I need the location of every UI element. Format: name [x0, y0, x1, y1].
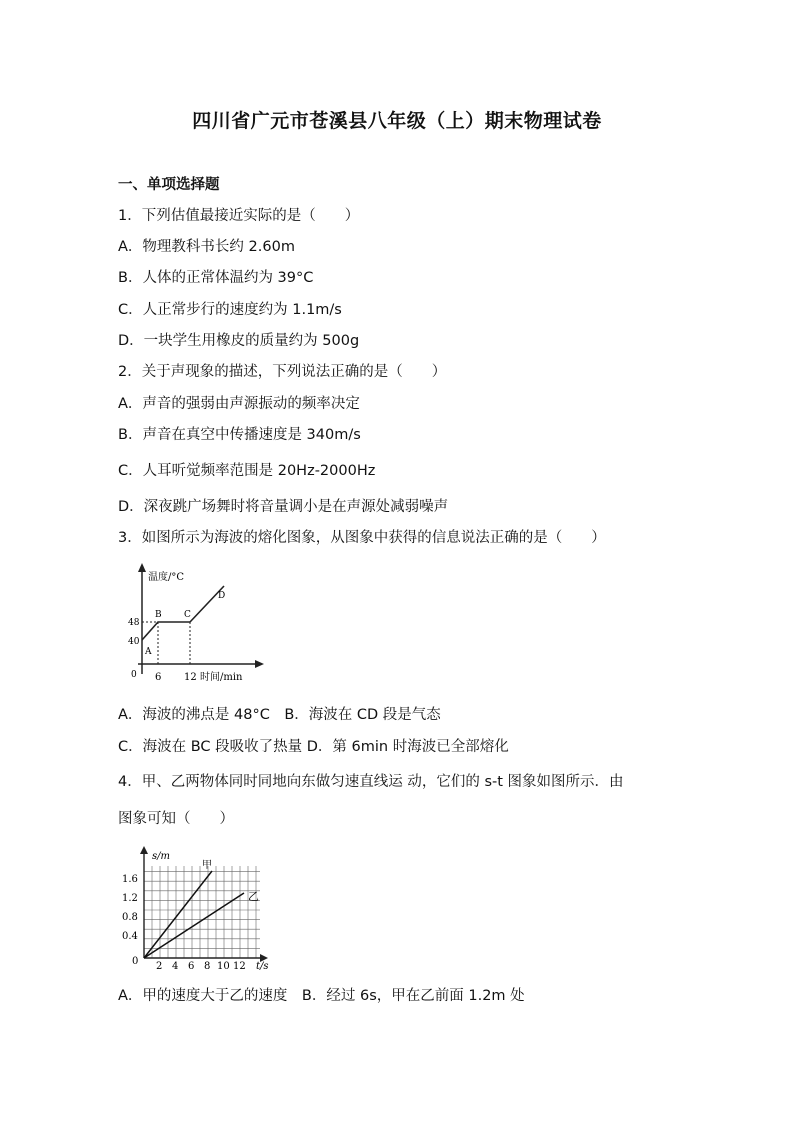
page-title: 四川省广元市苍溪县八年级（上）期末物理试卷: [192, 110, 602, 132]
q1-option-b: B．人体的正常体温约为 39°C: [118, 270, 314, 286]
q4-options-ab: A．甲的速度大于乙的速度 B．经过 6s，甲在乙前面 1.2m 处: [118, 988, 525, 1004]
q4-xtick-10: 10: [217, 961, 230, 972]
q3-point-c: C: [184, 610, 191, 620]
q4-st-graph: [118, 842, 284, 972]
q1-stem: 1．下列估值最接近实际的是（ ）: [118, 208, 360, 224]
q2-option-a: A．声音的强弱由声源振动的频率决定: [118, 396, 360, 412]
q4-grid: [144, 866, 260, 958]
q2-option-b: B．声音在真空中传播速度是 340m/s: [118, 427, 361, 443]
q3-options-cd: C．海波在 BC 段吸收了热量 D．第 6min 时海波已全部熔化: [118, 739, 509, 755]
q3-melting-graph: [128, 560, 274, 692]
q4-ytick-0-8: 0.8: [122, 912, 138, 923]
q4-origin: 0: [132, 956, 139, 967]
q4-ytick-1-6: 1.6: [122, 874, 138, 885]
q4-ytick-1-2: 1.2: [122, 893, 138, 904]
q4-line-jia: [144, 871, 212, 958]
q4-stem-line2: 图象可知（ ）: [118, 811, 234, 827]
q2-option-d: D．深夜跳广场舞时将音量调小是在声源处减弱噪声: [118, 499, 449, 515]
q3-point-d: D: [218, 591, 226, 601]
q4-xtick-12: 12: [233, 961, 246, 972]
q1-option-a: A．物理教科书长约 2.60m: [118, 239, 295, 255]
q3-xtick-6: 6: [155, 672, 162, 683]
section-heading: 一、单项选择题: [118, 177, 220, 193]
q1-option-c: C．人正常步行的速度约为 1.1m/s: [118, 302, 342, 318]
q3-origin: 0: [131, 670, 137, 680]
q3-ylabel: 温度/°C: [148, 572, 185, 583]
q3-xlabel: 时间/min: [200, 672, 243, 683]
q4-xtick-6: 6: [188, 961, 195, 972]
q3-y-arrow: [138, 563, 146, 572]
q4-xtick-2: 2: [156, 961, 163, 972]
q4-xtick-8: 8: [204, 961, 211, 972]
q4-label-yi: 乙: [248, 890, 259, 903]
q4-xtick-4: 4: [172, 961, 179, 972]
q4-stem-line1: 4．甲、乙两物体同时同地向东做匀速直线运 动，它们的 s-t 图象如图所示．由: [118, 774, 624, 790]
q3-options-ab: A．海波的沸点是 48°C B．海波在 CD 段是气态: [118, 707, 441, 723]
q4-ytick-0-4: 0.4: [122, 931, 138, 942]
q1-option-d: D．一块学生用橡皮的质量约为 500g: [118, 333, 360, 349]
q3-point-a: A: [145, 647, 152, 657]
q4-y-arrow: [140, 846, 148, 854]
q3-xtick-12: 12: [184, 672, 197, 683]
q3-ytick-48: 48: [128, 618, 140, 628]
q2-stem: 2．关于声现象的描述，下列说法正确的是（ ）: [118, 364, 447, 380]
q2-option-c: C．人耳听觉频率范围是 20Hz-2000Hz: [118, 463, 376, 479]
q3-point-b: B: [155, 610, 162, 620]
q3-ytick-40: 40: [128, 637, 140, 647]
q4-ylabel: s/m: [152, 851, 170, 862]
q3-stem: 3．如图所示为海波的熔化图象，从图象中获得的信息说法正确的是（ ）: [118, 530, 606, 546]
q4-label-jia: 甲: [202, 860, 212, 871]
q4-xlabel: t/s: [256, 961, 269, 972]
q3-x-arrow: [255, 660, 264, 668]
